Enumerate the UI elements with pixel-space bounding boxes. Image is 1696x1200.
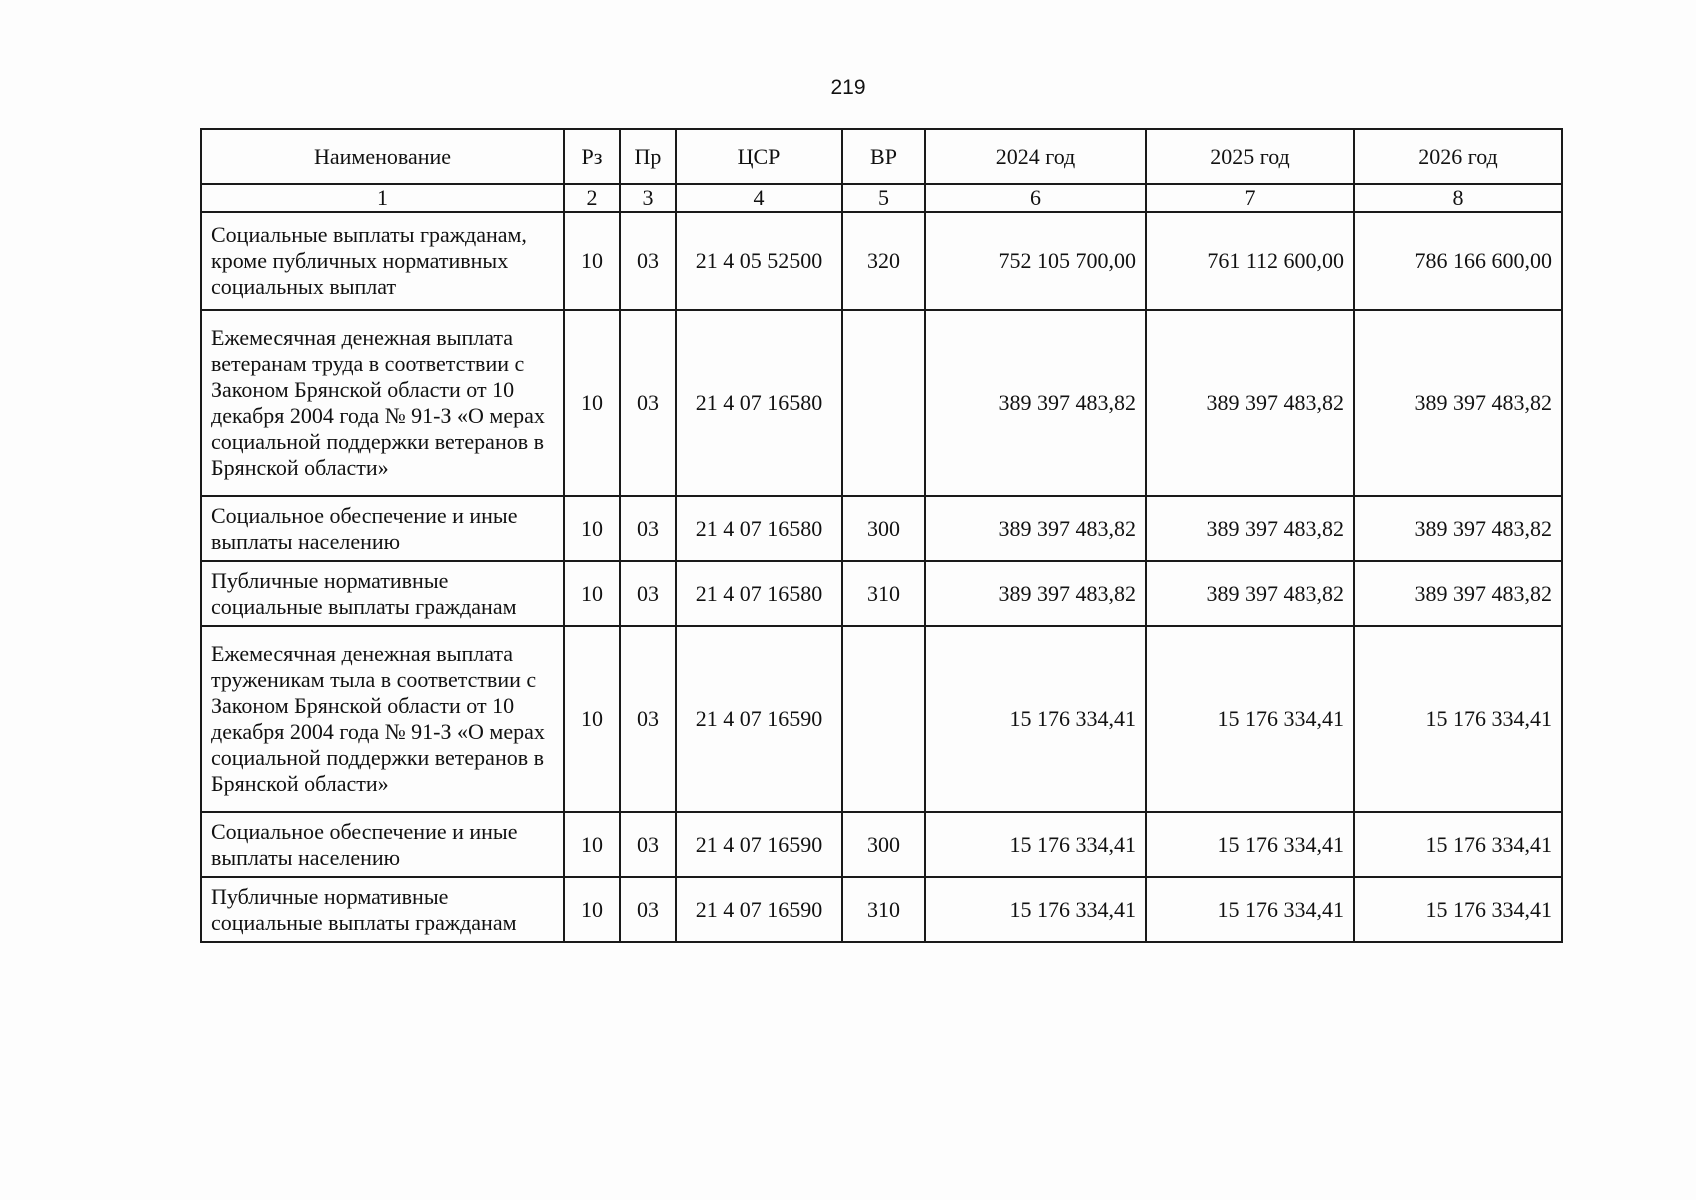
column-number: 7 — [1146, 184, 1354, 212]
table-row — [201, 877, 1562, 942]
row-vr: 320 — [842, 212, 925, 310]
row-amount-2026: 786 166 600,00 — [1354, 212, 1562, 310]
column-number: 1 — [201, 184, 564, 212]
row-amount-2025: 15 176 334,41 — [1146, 812, 1354, 877]
row-csr: 21 4 05 52500 — [676, 212, 842, 310]
header-name: Наименование — [201, 129, 564, 184]
row-amount-2026: 15 176 334,41 — [1354, 812, 1562, 877]
row-vr — [842, 626, 925, 812]
row-rz: 10 — [564, 310, 620, 496]
row-pr: 03 — [620, 310, 676, 496]
table-row — [201, 561, 1562, 626]
row-csr: 21 4 07 16590 — [676, 877, 842, 942]
row-amount-2025: 761 112 600,00 — [1146, 212, 1354, 310]
column-number: 6 — [925, 184, 1146, 212]
table-row — [201, 812, 1562, 877]
row-name: Социальные выплаты гражданам, кроме публичных нормативных социальных выплат — [201, 212, 564, 310]
row-pr: 03 — [620, 561, 676, 626]
row-amount-2026: 389 397 483,82 — [1354, 561, 1562, 626]
row-vr — [842, 310, 925, 496]
row-amount-2025: 389 397 483,82 — [1146, 496, 1354, 561]
table-row — [201, 496, 1562, 561]
row-csr: 21 4 07 16590 — [676, 812, 842, 877]
row-name: Публичные нормативные социальные выплаты гражданам — [201, 877, 564, 942]
row-rz: 10 — [564, 561, 620, 626]
row-name: Ежемесячная денежная выплата ветеранам труда в соответствии с Законом Брянской области от 10 декабря 2004 года № 91-З «О мерах социальной поддержки ветеранов в Брянской области» — [201, 310, 564, 496]
row-name: Ежемесячная денежная выплата труженикам тыла в соответствии с Законом Брянской области от 10 декабря 2004 года № 91-З «О мерах социальной поддержки ветеранов в Брянской области» — [201, 626, 564, 812]
row-vr: 300 — [842, 496, 925, 561]
column-number-row — [201, 184, 1562, 212]
budget-table — [200, 128, 1563, 943]
row-amount-2024: 389 397 483,82 — [925, 496, 1146, 561]
row-amount-2024: 15 176 334,41 — [925, 626, 1146, 812]
row-amount-2025: 15 176 334,41 — [1146, 626, 1354, 812]
row-pr: 03 — [620, 626, 676, 812]
row-csr: 21 4 07 16580 — [676, 496, 842, 561]
row-rz: 10 — [564, 496, 620, 561]
table-header-row — [201, 129, 1562, 184]
column-number: 8 — [1354, 184, 1562, 212]
row-csr: 21 4 07 16580 — [676, 310, 842, 496]
row-vr: 300 — [842, 812, 925, 877]
row-amount-2025: 15 176 334,41 — [1146, 877, 1354, 942]
table-row — [201, 212, 1562, 310]
row-amount-2025: 389 397 483,82 — [1146, 310, 1354, 496]
row-rz: 10 — [564, 877, 620, 942]
row-amount-2024: 389 397 483,82 — [925, 561, 1146, 626]
row-amount-2026: 389 397 483,82 — [1354, 496, 1562, 561]
header-pr: Пр — [620, 129, 676, 184]
column-number: 3 — [620, 184, 676, 212]
column-number: 2 — [564, 184, 620, 212]
row-amount-2024: 15 176 334,41 — [925, 877, 1146, 942]
row-name: Социальное обеспечение и иные выплаты населению — [201, 812, 564, 877]
row-vr: 310 — [842, 561, 925, 626]
row-rz: 10 — [564, 812, 620, 877]
header-year-2024: 2024 год — [925, 129, 1146, 184]
row-pr: 03 — [620, 877, 676, 942]
column-number: 4 — [676, 184, 842, 212]
row-amount-2024: 389 397 483,82 — [925, 310, 1146, 496]
table-row — [201, 310, 1562, 496]
header-rz: Рз — [564, 129, 620, 184]
column-number: 5 — [842, 184, 925, 212]
row-vr: 310 — [842, 877, 925, 942]
page-number: 219 — [830, 76, 866, 99]
row-pr: 03 — [620, 812, 676, 877]
row-rz: 10 — [564, 212, 620, 310]
row-amount-2024: 752 105 700,00 — [925, 212, 1146, 310]
row-amount-2026: 15 176 334,41 — [1354, 626, 1562, 812]
row-name: Социальное обеспечение и иные выплаты населению — [201, 496, 564, 561]
header-vr: ВР — [842, 129, 925, 184]
row-pr: 03 — [620, 496, 676, 561]
row-rz: 10 — [564, 626, 620, 812]
table-row — [201, 626, 1562, 812]
row-csr: 21 4 07 16580 — [676, 561, 842, 626]
row-name: Публичные нормативные социальные выплаты гражданам — [201, 561, 564, 626]
row-amount-2024: 15 176 334,41 — [925, 812, 1146, 877]
header-year-2025: 2025 год — [1146, 129, 1354, 184]
row-pr: 03 — [620, 212, 676, 310]
row-csr: 21 4 07 16590 — [676, 626, 842, 812]
row-amount-2026: 389 397 483,82 — [1354, 310, 1562, 496]
header-year-2026: 2026 год — [1354, 129, 1562, 184]
row-amount-2026: 15 176 334,41 — [1354, 877, 1562, 942]
header-csr: ЦСР — [676, 129, 842, 184]
row-amount-2025: 389 397 483,82 — [1146, 561, 1354, 626]
